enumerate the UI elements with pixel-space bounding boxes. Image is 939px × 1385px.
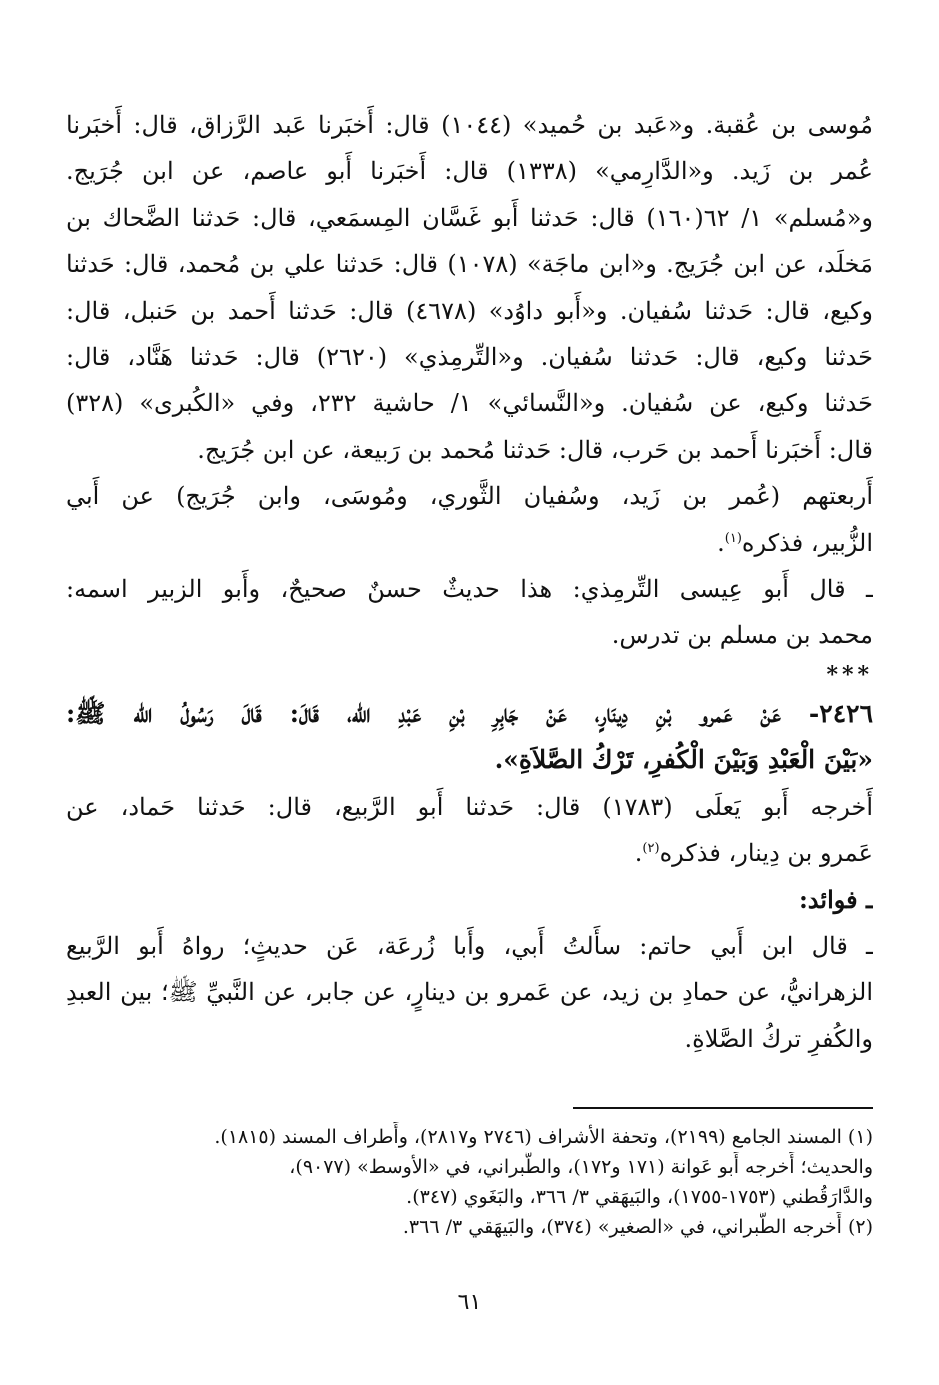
main-text-block [66,102,873,1062]
text-line: وكيع، قال: حَدثنا سُفيان. و«أَبو داوُد» (٤٦٧٨) قال: حَدثنا أَحمد بن حَنبل، قال: [66,296,873,325]
hadith-line: «بَيْنَ الْعَبْدِ وَبَيْنَ الْكُفرِ، تَرْكُ الصَّلاَةِ». [494,745,873,775]
footnote-line: (٢) أَخرجه الطَّبراني، في «الصغير» (٣٧٤)، والبَيهَقي ٣/ ٣٦٦. [402,1216,873,1238]
text-fragment: عَمرو بن دِينار، فذكره [659,839,873,868]
text-line: و«مُسلم» ١/ ٦٢(١٦٠) قال: حَدثنا أَبو غَسَّان المِسمَعي، قال: حَدثنا الضَّحاك بن [66,203,873,232]
text-line: والكُفرِ تركُ الصَّلاةِ. [684,1024,873,1053]
page-number: ٦١ [457,1290,482,1315]
text-line: ـ قال ابن أَبي حاتم: سأَلتُ أَبي، وأَبا زُرعَة، عَن حديثٍ؛ رواهُ أَبو الرَّبيع [66,931,873,960]
footnote-line: (١) المسند الجامع (٢١٩٩)، وتحفة الأشراف (٢٧٤٦ و٢٨١٧)، وأَطراف المسند (١٨١٥). [214,1126,873,1148]
footnotes-block [66,1122,873,1242]
footnote-ref: (١) [724,530,742,546]
text-line: حَدثنا وكيع، عن سُفيان. و«النَّسائي» ١/ حاشية ٢٣٢، وفي «الكُبرى» (٣٢٨) [66,389,873,418]
text-fragment: الزُّبير، فذكره [741,528,873,557]
text-line: حَدثنا وكيع، قال: حَدثنا سُفيان. و«التِّرمِذي» (٢٦٢٠) قال: حَدثنا هَنَّاد، قال: [66,343,873,372]
footnote-ref: (٢) [642,841,660,857]
text-line: محمد بن مسلم بن تدرس. [611,621,873,650]
text-line: عَمرو بن دِينار، فذكره$^{(٢)}$. [634,839,873,868]
text-line: أَربعتهم (عُمر بن زَيد، وسُفيان الثَّوري، ومُوسَى، وابن جُرَيج) عن أَبي [66,482,873,511]
text-line: عُمر بن زَيد. و«الدَّارِمي» (١٣٣٨) قال: أَخبَرنا أَبو عاصم، عن ابن جُرَيج. [66,157,873,186]
footnote-line: والدَّارَقُطني (١٧٥٣-١٧٥٥)، والبَيهَقي ٣/ ٣٦٦، والبَغَوي (٣٤٧). [406,1186,873,1208]
hadith-line: ٢٤٢٦- عَنْ عَمرو بْنِ دِينَارٍ، عَنْ جَابِرِ بْنِ عَبْدِ الله، قَالَ: قَالَ رَسُولُ الله ﷺ: [66,698,873,728]
text-line: مُوسى بن عُقبة. و«عَبد بن حُميد» (١٠٤٤) قال: أَخبَرنا عَبد الرَّزاق، قال: أَخبَرنا [66,111,873,139]
text-line: قال: أَخبَرنا أَحمد بن حَرب، قال: حَدثنا مُحمد بن رَبيعة، عن ابن جُرَيج. [197,435,873,464]
footnote-divider [573,1107,873,1109]
text-line: الزهرانيُّ، عن حمادِ بن زيد، عن عَمرو بن دينارٍ، عن جابر، عن النَّبيِّ ﷺ؛ بين العبدِ [66,978,873,1007]
text-line: أَخرجه أَبو يَعلَى (١٧٨٣) قال: حَدثنا أَبو الرَّبيع، قال: حَدثنا حَماد، عن [66,792,873,821]
section-separator: *** [826,661,873,688]
section-heading: ـ فوائد: [798,884,873,914]
text-line: مَخلَد، عن ابن جُرَيج. و«ابن ماجَة» (١٠٧٨) قال: حَدثنا علي بن مُحمد، قال: حَدثنا [66,250,873,279]
text-line: ـ قال أَبو عِيسى التِّرمِذي: هذا حديثٌ حسنٌ صحيحٌ، وأَبو الزبير اسمه: [66,575,873,604]
text-line: الزُّبير، فذكره$^{(١)}$. [717,528,873,557]
footnote-line: والحديث؛ أَخرجه أَبو عَوانة (١٧١ و١٧٢)، والطَّبراني، في «الأوسط» (٩٠٧٧)، [289,1156,873,1178]
